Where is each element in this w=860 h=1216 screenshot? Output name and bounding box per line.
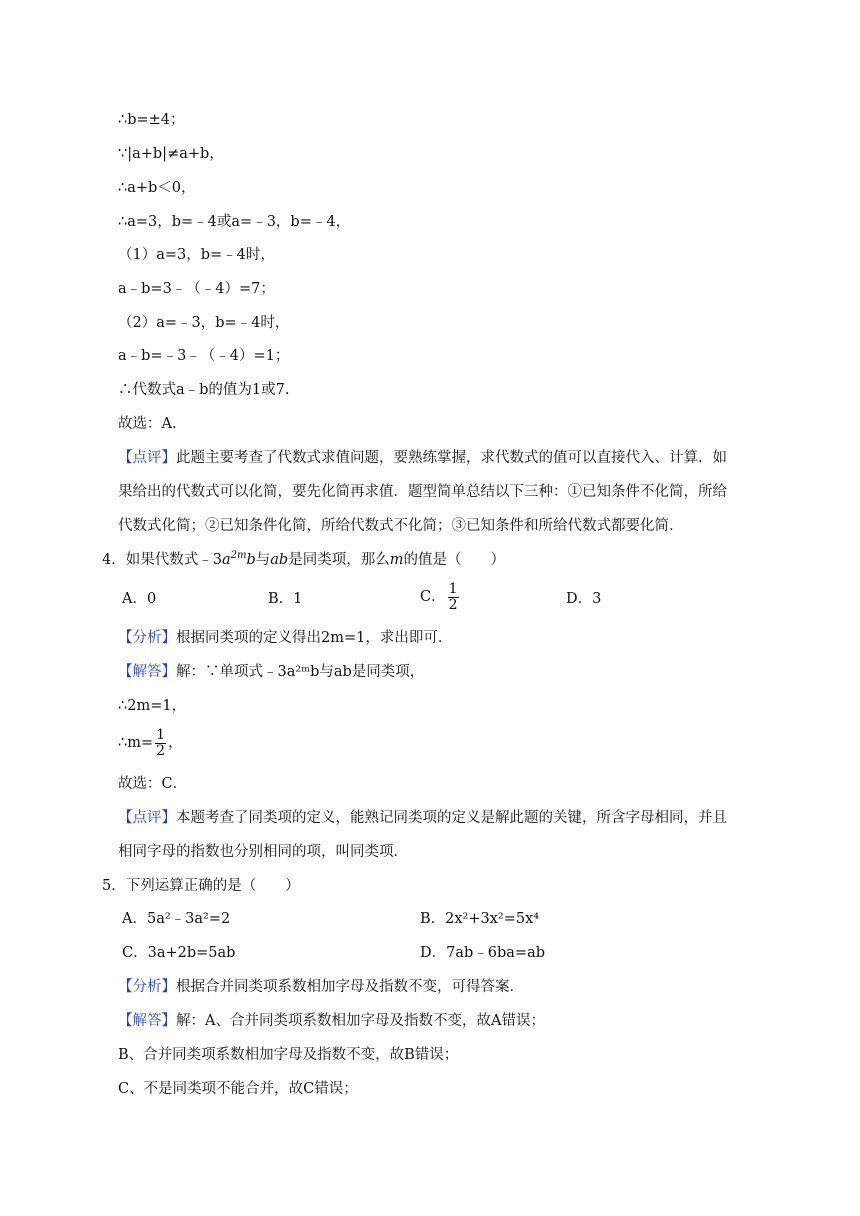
- answer-tag: 【解答】: [118, 664, 176, 680]
- solution-line: ∵|a+b|≠a+b，: [118, 146, 224, 162]
- solution-line: a﹣b=3﹣（﹣4）=7；: [118, 281, 275, 297]
- stem-text: 如果代数式﹣3: [125, 552, 222, 568]
- review-tag: 【点评】: [118, 450, 176, 466]
- answer-line: 【解答】解：∵单项式﹣3a²ᵐb与ab是同类项，: [118, 664, 425, 680]
- review-line: 果给出的代数式可以化简，要先化简再求值．题型简单总结以下三种：①已知条件不化简，所给: [118, 484, 727, 500]
- solution-line: ∴b=±4；: [118, 112, 185, 128]
- solution-line: ∴2m=1，: [118, 698, 187, 714]
- option-a: A．5a²﹣3a²=2: [122, 911, 231, 927]
- solution-line: B、合并同类项系数相加字母及指数不变，故B错误；: [118, 1047, 459, 1063]
- choice-line: 故选：C．: [118, 776, 188, 792]
- option-b: B．1: [268, 591, 303, 607]
- analysis-tag: 【分析】: [118, 979, 176, 995]
- option-b: B．2x²+3x²=5x⁴: [420, 911, 540, 927]
- solution-line: ∴代数式a﹣b的值为1或7.: [118, 382, 290, 398]
- solution-line: ∴a=3，b=﹣4或a=﹣3，b=﹣4，: [118, 214, 351, 230]
- var-m: m: [389, 552, 404, 568]
- question-number: 5．: [102, 878, 126, 894]
- review-paragraph: 【点评】本题考查了同类项的定义，能熟记同类项的定义是解此题的关键，所含字母相同，并且: [118, 810, 727, 826]
- question-4-stem: [102, 550, 505, 570]
- review-tag: 【点评】: [118, 810, 176, 826]
- question-number: 4．: [102, 552, 126, 568]
- solution-line: ∴a+b＜0，: [118, 180, 196, 196]
- review-paragraph: [118, 448, 727, 468]
- review-line: 代数式化简；②已知条件化简，所给代数式不化简；③已知条件和所给代数式都要化简．: [118, 518, 684, 534]
- stem-text: 是同类项，那么: [288, 552, 390, 568]
- option-c: C．3a+2b=5ab: [122, 945, 236, 961]
- analysis-line: 【分析】根据同类项的定义得出2m=1，求出即可．: [118, 630, 453, 646]
- choice-line: 故选：A.: [118, 416, 177, 432]
- analysis-line: 【分析】根据合并同类项系数相加字母及指数不变，可得答案．: [118, 979, 524, 995]
- solution-line: （1）a=3，b=﹣4时，: [118, 247, 275, 263]
- exponent: 2m: [230, 550, 247, 561]
- review-text: 此题主要考查了代数式求值问题，要熟练掌握，求代数式的值可以直接代入、计算．如: [176, 450, 727, 466]
- stem-text: 的值是（ ）: [403, 552, 505, 568]
- option-d: D．3: [566, 591, 602, 607]
- solution-line: a﹣b=﹣3﹣（﹣4）=1；: [118, 348, 290, 364]
- question-5-stem: 5．下列运算正确的是（ ）: [102, 878, 300, 894]
- option-a: A．0: [122, 591, 157, 607]
- review-line: 相同字母的指数也分别相同的项，叫同类项．: [118, 844, 408, 860]
- var-ab: ab: [270, 552, 289, 568]
- var-a: a: [221, 552, 231, 568]
- option-c: C． $\frac{1}{2}$: [420, 580, 458, 613]
- answer-tag: 【解答】: [118, 1013, 176, 1029]
- analysis-tag: 【分析】: [118, 630, 176, 646]
- solution-line: ∴m= $\frac{1}{2}$ ，: [118, 726, 183, 759]
- var-b: b: [246, 552, 256, 568]
- stem-text: 与: [255, 552, 271, 568]
- fraction: $\frac{1}{2}$: [448, 580, 458, 613]
- solution-line: C、不是同类项不能合并，故C错误；: [118, 1081, 358, 1097]
- fraction: $\frac{1}{2}$: [156, 726, 166, 759]
- answer-line: 【解答】解：A、合并同类项系数相加字母及指数不变，故A错误；: [118, 1013, 545, 1029]
- option-d: D．7ab﹣6ba=ab: [420, 945, 546, 961]
- solution-line: （2）a=﹣3，b=﹣4时，: [118, 315, 290, 331]
